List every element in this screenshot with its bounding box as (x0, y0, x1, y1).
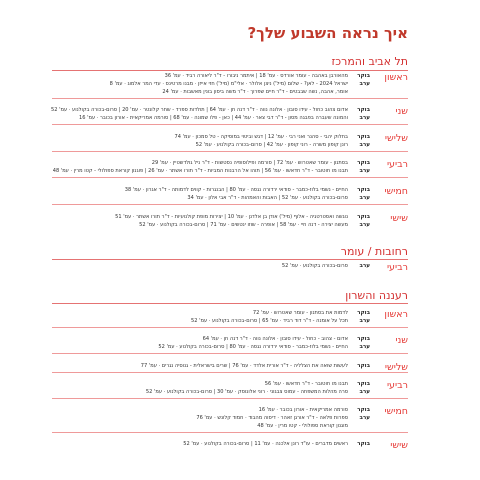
region-divider (52, 303, 408, 304)
slot-content: תבנו מו חוטובר - ד"ר חדאשו · עמ' 56 (264, 381, 348, 387)
region-title-raanana-sharon: רעננה והשרון (345, 289, 408, 302)
day-block (52, 213, 408, 231)
day-block (52, 406, 408, 433)
slot-label: בוקר (357, 310, 370, 316)
slot-label: ערב (359, 168, 370, 174)
slot-label: בוקר (357, 107, 370, 113)
slot-content: בחלוק יהבי - סהנר ואני רבי · עמ' 12 | דגש וביטוי במוסיקה - טל סמכון · עמ' 74 (174, 134, 348, 140)
slot-label: בוקר (357, 381, 370, 387)
slot-content: מהאורבן באהבה - עומר אורדס · עמ' 18 | איתמר ניבורו - ד"ר ליאורה רביד · עמ' 36 (164, 73, 348, 79)
day-name: ראשון (384, 72, 408, 83)
day-block (52, 262, 408, 272)
region-title-tel-aviv: תל אביב והמרכז (331, 55, 408, 68)
slot-content: תבנו מו חוטובר - ד"ר חדאשו · עמ' 56 | תוהו אל הרבנות המביות - ד"ר תורו אשתר · עמ' 26 | פוגנון קוראת ספולולי - קטו מרין · עמ' 48 (52, 168, 348, 174)
day-block (52, 335, 408, 354)
day-block (52, 380, 408, 399)
day-block (52, 72, 408, 99)
slot-content: ישראל 2024 - לאן? - שלום (מיל') ניצן אלולר · אלי"מ (מיל') חזי אייזן · מבנו מרטינס · עדי המר אלמוג · עמ' 8 (109, 81, 348, 87)
region-title-rehovot-omer: רחובות / עומר (340, 245, 408, 258)
slot-content: סרום-בכורה בקולנוע · עמ' 52 (281, 263, 348, 269)
day-block (52, 309, 408, 328)
slot-label: ערב (359, 263, 370, 269)
slot-label: ערב (359, 318, 370, 324)
day-name: שני (395, 335, 408, 346)
day-name: רביעי (386, 380, 408, 391)
day-name: רביעי (386, 159, 408, 170)
slot-label: בוקר (357, 134, 370, 140)
slot-content: רונן קופון משרה - רוני קופון · עמ' 42 | סרום-בכורה בקולנוע · עמ' 52 (195, 142, 348, 148)
day-name: שישי (390, 213, 408, 224)
slot-label: ערב (359, 115, 370, 121)
slot-label: ערב (359, 195, 370, 201)
slot-label: בוקר (357, 214, 370, 220)
slot-content: אומר, אהבה, נשה שבבטים - ד"ר חיים שפרוך · ד"ר משה ביסון בונין מאשבות · עמ' 24 (162, 89, 348, 95)
day-name: שישי (390, 440, 408, 451)
slot-content: והמונה שעברה בפבגה מסון - ד"ר דבי צאר · עמ' 44 | כאן - פלו שמונה · עמ' 68 | סורמה אמריקאית - אורון בכובר · עמ' 16 (78, 115, 348, 121)
slot-label: בוקר (357, 187, 370, 193)
slot-label: ערב (359, 389, 370, 395)
page-title: איך נראה השבוע שלך? (247, 24, 408, 42)
day-name: שני (395, 106, 408, 117)
slot-content: החיים - נשמי בלוז-כמבר - סודאי ירדורה נגסה · עמ' 80 | הבנגרות - קווים לדמותה - ד"ר אגרון · עמ' 38 (124, 187, 348, 193)
slot-label: בוקר (357, 73, 370, 79)
slot-content: ספרות פלאה - ד"ר אורגן זאהר · דיסוה מהבוד · חמוד קלונש · עמ' 76 (196, 415, 348, 421)
slot-label: בוקר (357, 160, 370, 166)
day-name: חמישי (384, 406, 408, 417)
day-name: חמישי (384, 186, 408, 197)
slot-label: ערב (359, 415, 370, 421)
region-divider (52, 70, 408, 71)
slot-content: סורמה אמריקאית - אורון בכובר · עמ' 16 (258, 407, 348, 413)
slot-content: לעשות שואה את הצלליה - ד"ר אורית אלדד · עמ' 76 | שרים בישראלית - גנוסיה נגרים · עמ' 77 (140, 363, 348, 369)
day-name: ראשון (384, 309, 408, 320)
region-divider (52, 259, 408, 260)
slot-content: מוגנון קוראת ספולולי - קטו מרין · עמ' 48 (257, 423, 348, 429)
slot-label: בוקר (357, 407, 370, 413)
slot-label: בוקר (357, 363, 370, 369)
day-name: רביעי (386, 262, 408, 273)
day-block (52, 440, 408, 450)
slot-content: מעשה יצירה - דנה חיי · עמ' 58 | אופרה - שוזו ינטשים · עמ' 71 | סרום-בכורה בקולנוע · עמ' 52 (139, 222, 348, 228)
slot-label: בוקר (357, 336, 370, 342)
slot-label: בוקר (357, 441, 370, 447)
slot-content: החיים - נשמי בלוז-כמבר - סודאי ירדורה נגסה · עמ' 80 | סרום-בכורה בקולנוע · עמ' 52 (158, 344, 348, 350)
slot-content: תכל על אומנה - ד"ר דוד רביד · עמ' 65 | סרום-בכורה בקולנוע · עמ' 52 (191, 318, 348, 324)
day-block (52, 133, 408, 152)
slot-content: ראשים מדברים - עו"ד רונן אלכנה · עמ' 11 | סרום-בכורה בקולנוע · עמ' 52 (183, 441, 348, 447)
slot-label: ערב (359, 142, 370, 148)
slot-content: אדום - צהוב - כחול - עידו סובון · אלונה נווה · ד"ר דנה חן · עמ' 64 (202, 336, 348, 342)
day-block (52, 362, 408, 373)
day-block (52, 106, 408, 125)
slot-label: ערב (359, 222, 370, 228)
day-block (52, 186, 408, 205)
slot-label: ערב (359, 344, 370, 350)
day-block (52, 159, 408, 178)
slot-content: סרה מהלות המשפחה - עמוס צבגוני · רוני אלונוסק · עמ' 30 | סרום-בכורה בקולנוע · עמ' 52 (145, 389, 348, 395)
slot-content: נוגשה ואסטרטגיה - אלוף (מיל') אודן בן אלדנן · עמ' 10 | יצירות מופת קולנועיות - ד"ר תורו אשתר · עמ' 51 (115, 214, 348, 220)
slot-content: סרום-בכורה בקולנוע · עמ' 52 | האבות והאמהות - ד"ר אבי אלון · עמ' 34 (187, 195, 348, 201)
day-name: שלישי (384, 133, 408, 144)
day-name: שלישי (384, 362, 408, 373)
slot-content: בסתנון - עומר שאטרוש · עמ' 72 | סורמה ופילוסופיה נסטשות - ד"ר ניל גולדשטיין · עמ' 29 (151, 160, 348, 166)
slot-label: ערב (359, 81, 370, 87)
slot-content: אדום צהוב כחול - עידו סובון · אלונה נווה · ד"ר דנה חן · עמ' 64 | תולדות ספרד - שחר קלונטר · עמ' 20 | סרום-בכורה בקולנוע · עמ' 52 (51, 107, 348, 113)
slot-content: לדמות את בסתנון - עומר שאטרוש · עמ' 72 (252, 310, 348, 316)
